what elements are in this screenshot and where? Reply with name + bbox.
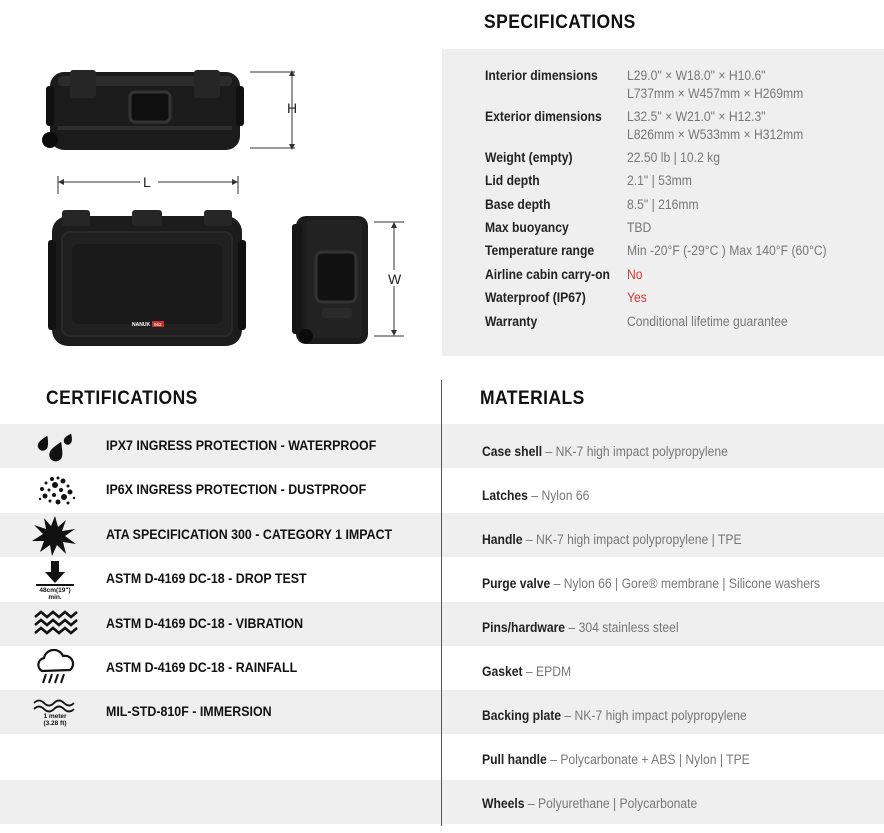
material-label: Backing plate <box>482 708 562 723</box>
width-dimension-label: W <box>388 271 402 287</box>
material-label: Purge valve <box>482 576 551 591</box>
spec-value: L32.5" × W21.0" × H12.3" L826mm × W533mm × H312mm <box>627 109 804 142</box>
spec-label: Waterproof (IP67) <box>485 290 586 305</box>
case-front-view-image <box>48 210 248 350</box>
certification-label: ASTM D-4169 DC-18 - RAINFALL <box>106 660 298 675</box>
material-separator: – <box>522 664 537 679</box>
material-item <box>442 518 884 562</box>
dust-particles-icon <box>30 471 80 509</box>
certification-label: IPX7 INGRESS PROTECTION - WATERPROOF <box>106 438 377 453</box>
materials-heading: MATERIALS <box>480 388 585 409</box>
spec-label: Interior dimensions <box>485 68 598 83</box>
material-item <box>442 738 884 782</box>
material-separator: – <box>524 796 539 811</box>
certification-item <box>0 690 441 734</box>
material-label: Gasket <box>482 664 523 679</box>
material-value: Polycarbonate + ABS | Nylon | TPE <box>560 752 750 767</box>
spec-value: L29.0" × W18.0" × H10.6" L737mm × W457mm × H269mm <box>627 68 804 101</box>
material-value: NK-7 high impact polypropylene <box>574 708 747 723</box>
material-label: Wheels <box>482 796 525 811</box>
material-label: Handle <box>482 532 523 547</box>
immersion-depth-caption: 1 meter (3.28 ft) <box>43 713 67 727</box>
certification-item <box>0 557 441 601</box>
rain-cloud-icon <box>30 649 80 687</box>
material-separator: – <box>565 620 579 635</box>
certification-item <box>0 646 441 690</box>
material-separator: – <box>550 576 564 591</box>
material-label: Pull handle <box>482 752 547 767</box>
spec-label: Base depth <box>485 197 551 212</box>
material-item <box>442 474 884 518</box>
certification-item <box>0 424 441 468</box>
material-item <box>442 430 884 474</box>
material-item <box>442 606 884 650</box>
certification-item <box>0 468 441 512</box>
material-separator: – <box>522 532 537 547</box>
material-separator: – <box>527 488 542 503</box>
certification-item <box>0 513 441 557</box>
vibration-waves-icon <box>30 605 80 643</box>
material-item <box>442 782 884 826</box>
spec-value: Yes <box>627 290 647 305</box>
certification-label: ASTM D-4169 DC-18 - VIBRATION <box>106 616 304 631</box>
material-value: EPDM <box>536 664 572 679</box>
material-item <box>442 562 884 606</box>
specifications-heading: SPECIFICATIONS <box>484 12 636 33</box>
material-label: Latches <box>482 488 528 503</box>
spec-value: 22.50 lb | 10.2 kg <box>627 150 721 165</box>
impact-burst-icon <box>30 514 80 556</box>
height-dimension-label: H <box>287 100 298 116</box>
spec-value: 8.5" | 216mm <box>627 197 699 212</box>
certifications-heading: CERTIFICATIONS <box>46 388 198 409</box>
immersion-waves-icon <box>30 693 80 731</box>
material-value: NK-7 high impact polypropylene | TPE <box>536 532 742 547</box>
drop-arrow-icon <box>30 560 80 601</box>
material-value: NK-7 high impact polypropylene <box>555 444 728 459</box>
model-badge-text: 962 <box>154 322 162 327</box>
material-label: Case shell <box>482 444 543 459</box>
material-value: Nylon 66 <box>541 488 590 503</box>
spec-label: Warranty <box>485 314 538 329</box>
material-item <box>442 650 884 694</box>
material-separator: – <box>546 752 561 767</box>
spec-value: No <box>627 267 643 282</box>
spec-value: Conditional lifetime guarantee <box>627 314 788 329</box>
spec-label: Lid depth <box>485 173 540 188</box>
spec-value: TBD <box>627 220 652 235</box>
drop-height-caption: 48cm(19") min. <box>39 587 71 601</box>
spec-label: Exterior dimensions <box>485 109 602 124</box>
material-value: Nylon 66 | Gore® membrane | Silicone washers <box>563 576 821 591</box>
water-drops-icon <box>30 427 80 465</box>
material-value: Polyurethane | Polycarbonate <box>538 796 698 811</box>
spec-label: Max buoyancy <box>485 220 569 235</box>
spec-value: Min -20°F (-29°C ) Max 140°F (60°C) <box>627 243 827 258</box>
certification-label: ASTM D-4169 DC-18 - DROP TEST <box>106 571 307 586</box>
certification-item <box>0 602 441 646</box>
certification-label: MIL-STD-810F - IMMERSION <box>106 704 272 719</box>
material-separator: – <box>542 444 556 459</box>
certification-label: ATA SPECIFICATION 300 - CATEGORY 1 IMPACT <box>106 527 393 542</box>
row-band <box>0 780 441 824</box>
material-label: Pins/hardware <box>482 620 566 635</box>
spec-label: Airline cabin carry-on <box>485 267 610 282</box>
spec-label: Temperature range <box>485 243 595 258</box>
spec-label: Weight (empty) <box>485 150 573 165</box>
length-dimension-label: L <box>143 174 151 190</box>
material-separator: – <box>561 708 575 723</box>
certification-label: IP6X INGRESS PROTECTION - DUSTPROOF <box>106 482 367 497</box>
brand-logo: NANUK <box>132 322 151 328</box>
case-top-view-image <box>40 62 310 160</box>
material-value: 304 stainless steel <box>578 620 679 635</box>
spec-value: 2.1" | 53mm <box>627 173 692 188</box>
material-item <box>442 694 884 738</box>
